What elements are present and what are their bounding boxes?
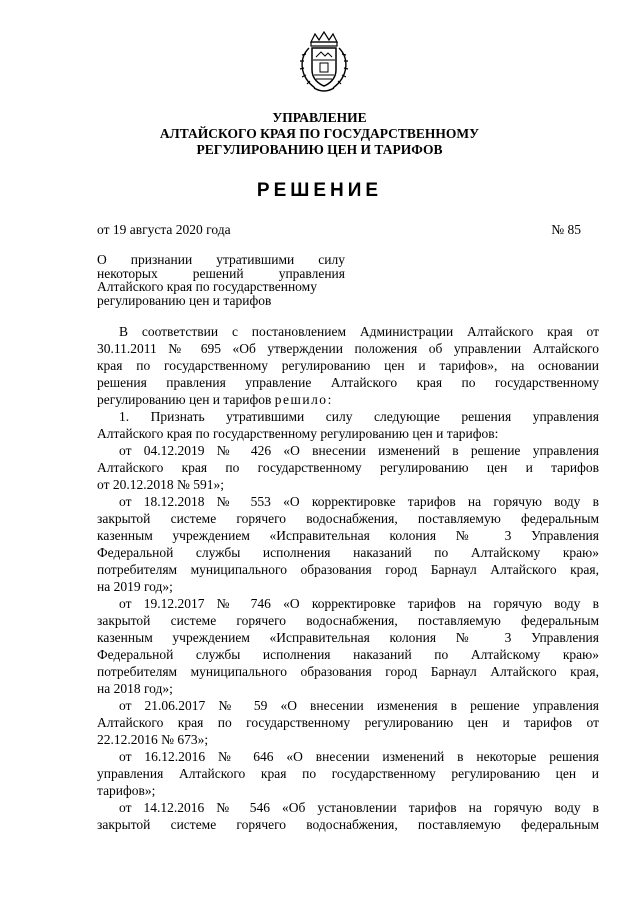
body-line: решения правления управление Алтайского края по государственному <box>97 375 599 390</box>
body-line: управления Алтайского края по государственному регулированию цен и <box>97 766 599 781</box>
body-line: 30.11.2011 № 695 «Об утверждении положения об управлении Алтайского <box>97 341 599 356</box>
body-line: Федеральной службы исполнения наказаний по Алтайскому краю» <box>97 647 599 662</box>
date-number-line <box>97 222 581 238</box>
body-line: тарифов»; <box>97 783 156 798</box>
authority-line: АЛТАЙСКОГО КРАЯ ПО ГОСУДАРСТВЕННОМУ <box>159 126 480 141</box>
body-line: от 18.12.2018 № 553 «О корректировке тарифов на горячую воду в <box>119 494 599 509</box>
body-line: В соответствии с постановлением Администрации Алтайского края от <box>119 324 599 339</box>
authority-line: УПРАВЛЕНИЕ <box>272 110 367 125</box>
body-line: на 2019 год»; <box>97 579 173 594</box>
resolution-word: решило <box>274 392 328 407</box>
body-line: 22.12.2016 № 673»; <box>97 732 209 747</box>
authority-line: РЕГУЛИРОВАНИЮ ЦЕН И ТАРИФОВ <box>196 142 443 157</box>
body-line: от 20.12.2018 № 591»; <box>97 477 224 492</box>
body-line: закрытой системе горячего водоснабжения, поставляемую федеральным <box>97 817 599 832</box>
body-line: потребителям муниципального образования город Барнаул Алтайского края, <box>97 562 599 577</box>
subject-line: Алтайского края по государственному <box>97 279 317 294</box>
subject-line: регулированию цен и тарифов <box>97 292 272 308</box>
body-line: Алтайского края по государственному регулированию цен и тарифов от <box>97 715 599 730</box>
body-line: казенным учреждением «Исправительная колония № 3 Управления <box>97 528 599 543</box>
body-line: потребителям муниципального образования город Барнаул Алтайского края, <box>97 664 599 679</box>
document-type-title: РЕШЕНИЕ <box>256 180 383 201</box>
altai-krai-coat-of-arms-icon <box>297 30 351 94</box>
body-line: закрытой системе горячего водоснабжения, поставляемую федеральным <box>97 613 599 628</box>
body-line: казенным учреждением «Исправительная колония № 3 Управления <box>97 630 599 645</box>
document-body <box>97 323 599 833</box>
body-line <box>97 391 599 408</box>
document-subject <box>97 253 345 307</box>
body-line: от 14.12.2016 № 546 «Об установлении тарифов на горячую воду в <box>119 800 599 815</box>
body-line: от 16.12.2016 № 646 «О внесении изменений в некоторые решения <box>119 749 599 764</box>
body-line: от 04.12.2019 № 426 «О внесении изменений в решение управления <box>119 443 599 458</box>
body-text: регулированию цен и тарифов <box>97 392 275 407</box>
subject-line: некоторых решений управления <box>97 265 345 281</box>
document-number: № 85 <box>551 222 581 237</box>
body-line: Федеральной службы исполнения наказаний по Алтайскому краю» <box>97 545 599 560</box>
document-date: от 19 августа 2020 года <box>97 222 231 237</box>
body-line: на 2018 год»; <box>97 681 173 696</box>
body-text: : <box>327 392 332 407</box>
body-line: 1. Признать утратившими силу следующие решения управления <box>119 409 599 424</box>
body-line: Алтайского края по государственному регулированию цен и тарифов <box>97 460 599 475</box>
body-line: Алтайского края по государственному регулированию цен и тарифов: <box>97 426 499 441</box>
subject-line: О признании утратившими силу <box>97 252 345 267</box>
body-line: от 19.12.2017 № 746 «О корректировке тарифов на горячую воду в <box>119 596 599 611</box>
issuing-authority <box>40 110 599 158</box>
body-line: края по государственному регулированию цен и тарифов», на основании <box>97 358 599 373</box>
body-line: от 21.06.2017 № 59 «О внесении изменения в решение управления <box>119 698 599 713</box>
body-line: закрытой системе горячего водоснабжения, поставляемую федеральным <box>97 511 599 526</box>
